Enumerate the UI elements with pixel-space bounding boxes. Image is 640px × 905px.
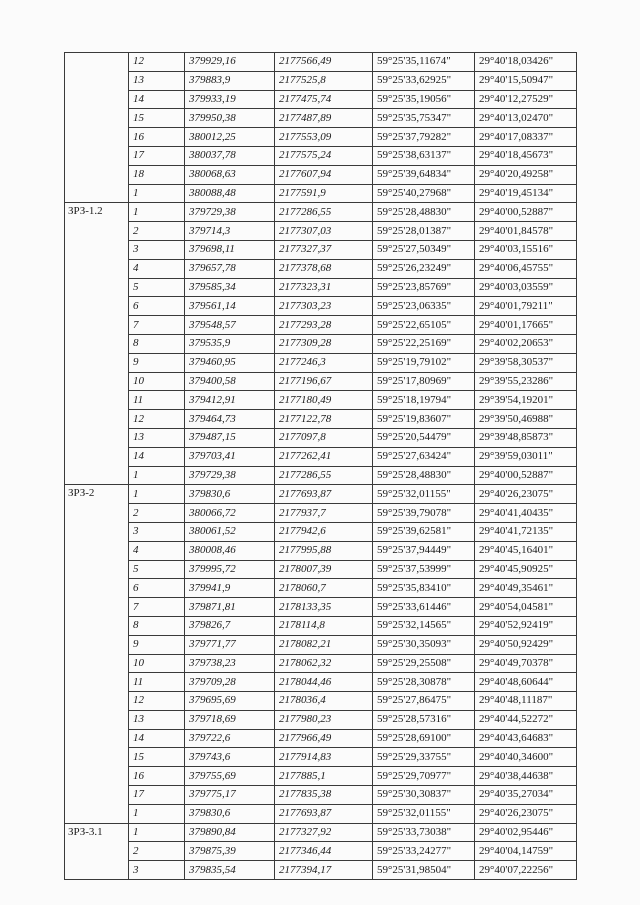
- y-coordinate-cell: 2177591,9: [275, 184, 373, 203]
- longitude-cell: 29°40'45,90925": [475, 560, 577, 579]
- table-row: [65, 222, 577, 241]
- point-number-cell: 2: [129, 222, 185, 241]
- point-number-cell: 3: [129, 522, 185, 541]
- point-number-cell: 15: [129, 748, 185, 767]
- longitude-cell: 29°40'50,92429": [475, 635, 577, 654]
- latitude-cell: 59°25'37,53999": [373, 560, 475, 579]
- table-row: [65, 71, 577, 90]
- table-row: [65, 804, 577, 823]
- point-number-cell: 17: [129, 786, 185, 805]
- longitude-cell: 29°40'03,03559": [475, 278, 577, 297]
- table-row: [65, 842, 577, 861]
- y-coordinate-cell: 2178114,8: [275, 616, 373, 635]
- x-coordinate-cell: 379703,41: [185, 447, 275, 466]
- latitude-cell: 59°25'35,83410": [373, 579, 475, 598]
- point-number-cell: 13: [129, 71, 185, 90]
- longitude-cell: 29°40'13,02470": [475, 109, 577, 128]
- y-coordinate-cell: 2177995,88: [275, 541, 373, 560]
- table-row: [65, 579, 577, 598]
- point-number-cell: 12: [129, 53, 185, 72]
- y-coordinate-cell: 2177487,89: [275, 109, 373, 128]
- point-number-cell: 1: [129, 466, 185, 485]
- y-coordinate-cell: 2177475,74: [275, 90, 373, 109]
- y-coordinate-cell: 2178036,4: [275, 692, 373, 711]
- y-coordinate-cell: 2177693,87: [275, 804, 373, 823]
- y-coordinate-cell: 2178060,7: [275, 579, 373, 598]
- table-row: [65, 184, 577, 203]
- longitude-cell: 29°39'59,03011": [475, 447, 577, 466]
- latitude-cell: 59°25'38,63137": [373, 146, 475, 165]
- latitude-cell: 59°25'28,48830": [373, 203, 475, 222]
- longitude-cell: 29°40'49,35461": [475, 579, 577, 598]
- x-coordinate-cell: 379950,38: [185, 109, 275, 128]
- zone-label-cell: [65, 53, 129, 203]
- latitude-cell: 59°25'40,27968": [373, 184, 475, 203]
- table-row: [65, 522, 577, 541]
- y-coordinate-cell: 2177966,49: [275, 729, 373, 748]
- zone-label-cell: ЗРЗ-1.2: [65, 203, 129, 485]
- longitude-cell: 29°40'00,52887": [475, 466, 577, 485]
- x-coordinate-cell: 379738,23: [185, 654, 275, 673]
- point-number-cell: 7: [129, 598, 185, 617]
- latitude-cell: 59°25'19,83607": [373, 410, 475, 429]
- longitude-cell: 29°40'43,64683": [475, 729, 577, 748]
- x-coordinate-cell: 379729,38: [185, 203, 275, 222]
- table-row: [65, 203, 577, 222]
- y-coordinate-cell: 2177607,94: [275, 165, 373, 184]
- y-coordinate-cell: 2178044,46: [275, 673, 373, 692]
- point-number-cell: 14: [129, 729, 185, 748]
- latitude-cell: 59°25'22,25169": [373, 334, 475, 353]
- y-coordinate-cell: 2177309,28: [275, 334, 373, 353]
- point-number-cell: 15: [129, 109, 185, 128]
- point-number-cell: 1: [129, 823, 185, 842]
- longitude-cell: 29°40'12,27529": [475, 90, 577, 109]
- x-coordinate-cell: 379871,81: [185, 598, 275, 617]
- longitude-cell: 29°40'38,44638": [475, 767, 577, 786]
- x-coordinate-cell: 379722,6: [185, 729, 275, 748]
- longitude-cell: 29°40'20,49258": [475, 165, 577, 184]
- longitude-cell: 29°40'02,95446": [475, 823, 577, 842]
- table-row: [65, 748, 577, 767]
- point-number-cell: 10: [129, 654, 185, 673]
- point-number-cell: 8: [129, 616, 185, 635]
- x-coordinate-cell: 379929,16: [185, 53, 275, 72]
- coordinates-table: [64, 52, 577, 880]
- point-number-cell: 13: [129, 710, 185, 729]
- longitude-cell: 29°40'44,52272": [475, 710, 577, 729]
- point-number-cell: 1: [129, 203, 185, 222]
- point-number-cell: 6: [129, 579, 185, 598]
- x-coordinate-cell: 379995,72: [185, 560, 275, 579]
- table-row: [65, 109, 577, 128]
- x-coordinate-cell: 379714,3: [185, 222, 275, 241]
- table-row: [65, 767, 577, 786]
- y-coordinate-cell: 2177323,31: [275, 278, 373, 297]
- longitude-cell: 29°40'01,17665": [475, 316, 577, 335]
- longitude-cell: 29°40'17,08337": [475, 128, 577, 147]
- longitude-cell: 29°40'03,15516": [475, 240, 577, 259]
- table-row: [65, 861, 577, 880]
- longitude-cell: 29°40'04,14759": [475, 842, 577, 861]
- y-coordinate-cell: 2177885,1: [275, 767, 373, 786]
- y-coordinate-cell: 2177262,41: [275, 447, 373, 466]
- longitude-cell: 29°40'02,20653": [475, 334, 577, 353]
- x-coordinate-cell: 379695,69: [185, 692, 275, 711]
- table-row: [65, 53, 577, 72]
- latitude-cell: 59°25'28,48830": [373, 466, 475, 485]
- coordinates-table-body: [65, 53, 577, 880]
- y-coordinate-cell: 2178082,21: [275, 635, 373, 654]
- longitude-cell: 29°40'18,03426": [475, 53, 577, 72]
- table-row: [65, 466, 577, 485]
- latitude-cell: 59°25'35,75347": [373, 109, 475, 128]
- table-row: [65, 710, 577, 729]
- latitude-cell: 59°25'22,65105": [373, 316, 475, 335]
- zone-label-cell: ЗРЗ-2: [65, 485, 129, 823]
- latitude-cell: 59°25'37,94449": [373, 541, 475, 560]
- y-coordinate-cell: 2177553,09: [275, 128, 373, 147]
- x-coordinate-cell: 379933,19: [185, 90, 275, 109]
- x-coordinate-cell: 380068,63: [185, 165, 275, 184]
- point-number-cell: 5: [129, 278, 185, 297]
- longitude-cell: 29°39'50,46988": [475, 410, 577, 429]
- latitude-cell: 59°25'17,80969": [373, 372, 475, 391]
- latitude-cell: 59°25'37,79282": [373, 128, 475, 147]
- table-row: [65, 165, 577, 184]
- latitude-cell: 59°25'28,69100": [373, 729, 475, 748]
- y-coordinate-cell: 2177307,03: [275, 222, 373, 241]
- point-number-cell: 2: [129, 504, 185, 523]
- table-row: [65, 353, 577, 372]
- y-coordinate-cell: 2177246,3: [275, 353, 373, 372]
- table-row: [65, 316, 577, 335]
- y-coordinate-cell: 2177196,67: [275, 372, 373, 391]
- latitude-cell: 59°25'27,86475": [373, 692, 475, 711]
- longitude-cell: 29°40'41,72135": [475, 522, 577, 541]
- latitude-cell: 59°25'39,79078": [373, 504, 475, 523]
- x-coordinate-cell: 379561,14: [185, 297, 275, 316]
- point-number-cell: 14: [129, 90, 185, 109]
- table-row: [65, 297, 577, 316]
- x-coordinate-cell: 379743,6: [185, 748, 275, 767]
- longitude-cell: 29°40'54,04581": [475, 598, 577, 617]
- x-coordinate-cell: 379698,11: [185, 240, 275, 259]
- longitude-cell: 29°40'18,45673": [475, 146, 577, 165]
- latitude-cell: 59°25'35,19056": [373, 90, 475, 109]
- point-number-cell: 2: [129, 842, 185, 861]
- point-number-cell: 9: [129, 353, 185, 372]
- point-number-cell: 9: [129, 635, 185, 654]
- y-coordinate-cell: 2177835,38: [275, 786, 373, 805]
- x-coordinate-cell: 379487,15: [185, 428, 275, 447]
- longitude-cell: 29°40'52,92419": [475, 616, 577, 635]
- latitude-cell: 59°25'39,64834": [373, 165, 475, 184]
- x-coordinate-cell: 379535,9: [185, 334, 275, 353]
- latitude-cell: 59°25'29,70977": [373, 767, 475, 786]
- latitude-cell: 59°25'30,35093": [373, 635, 475, 654]
- point-number-cell: 4: [129, 259, 185, 278]
- longitude-cell: 29°39'48,85873": [475, 428, 577, 447]
- point-number-cell: 10: [129, 372, 185, 391]
- table-row: [65, 598, 577, 617]
- latitude-cell: 59°25'23,06335": [373, 297, 475, 316]
- y-coordinate-cell: 2177286,55: [275, 203, 373, 222]
- y-coordinate-cell: 2177980,23: [275, 710, 373, 729]
- latitude-cell: 59°25'29,33755": [373, 748, 475, 767]
- table-row: [65, 504, 577, 523]
- table-row: [65, 428, 577, 447]
- point-number-cell: 7: [129, 316, 185, 335]
- longitude-cell: 29°40'48,60644": [475, 673, 577, 692]
- x-coordinate-cell: 380066,72: [185, 504, 275, 523]
- x-coordinate-cell: 379412,91: [185, 391, 275, 410]
- y-coordinate-cell: 2178062,32: [275, 654, 373, 673]
- latitude-cell: 59°25'33,61446": [373, 598, 475, 617]
- x-coordinate-cell: 380037,78: [185, 146, 275, 165]
- latitude-cell: 59°25'33,62925": [373, 71, 475, 90]
- y-coordinate-cell: 2177575,24: [275, 146, 373, 165]
- table-row: [65, 729, 577, 748]
- y-coordinate-cell: 2178133,35: [275, 598, 373, 617]
- longitude-cell: 29°39'58,30537": [475, 353, 577, 372]
- table-row: [65, 635, 577, 654]
- latitude-cell: 59°25'29,25508": [373, 654, 475, 673]
- point-number-cell: 1: [129, 485, 185, 504]
- table-row: [65, 560, 577, 579]
- longitude-cell: 29°40'40,34600": [475, 748, 577, 767]
- x-coordinate-cell: 379464,73: [185, 410, 275, 429]
- y-coordinate-cell: 2177937,7: [275, 504, 373, 523]
- latitude-cell: 59°25'19,79102": [373, 353, 475, 372]
- x-coordinate-cell: 379718,69: [185, 710, 275, 729]
- point-number-cell: 3: [129, 240, 185, 259]
- point-number-cell: 1: [129, 184, 185, 203]
- x-coordinate-cell: 380088,48: [185, 184, 275, 203]
- longitude-cell: 29°40'06,45755": [475, 259, 577, 278]
- point-number-cell: 12: [129, 410, 185, 429]
- x-coordinate-cell: 379941,9: [185, 579, 275, 598]
- x-coordinate-cell: 379400,58: [185, 372, 275, 391]
- x-coordinate-cell: 379875,39: [185, 842, 275, 861]
- point-number-cell: 11: [129, 673, 185, 692]
- x-coordinate-cell: 379775,17: [185, 786, 275, 805]
- point-number-cell: 18: [129, 165, 185, 184]
- table-row: [65, 485, 577, 504]
- point-number-cell: 8: [129, 334, 185, 353]
- latitude-cell: 59°25'27,50349": [373, 240, 475, 259]
- latitude-cell: 59°25'28,57316": [373, 710, 475, 729]
- x-coordinate-cell: 379830,6: [185, 804, 275, 823]
- x-coordinate-cell: 379585,34: [185, 278, 275, 297]
- point-number-cell: 16: [129, 128, 185, 147]
- longitude-cell: 29°39'54,19201": [475, 391, 577, 410]
- longitude-cell: 29°40'15,50947": [475, 71, 577, 90]
- x-coordinate-cell: 379890,84: [185, 823, 275, 842]
- latitude-cell: 59°25'32,14565": [373, 616, 475, 635]
- table-row: [65, 541, 577, 560]
- y-coordinate-cell: 2177327,92: [275, 823, 373, 842]
- x-coordinate-cell: 379830,6: [185, 485, 275, 504]
- x-coordinate-cell: 380008,46: [185, 541, 275, 560]
- longitude-cell: 29°40'48,11187": [475, 692, 577, 711]
- y-coordinate-cell: 2177303,23: [275, 297, 373, 316]
- table-row: [65, 823, 577, 842]
- longitude-cell: 29°40'41,40435": [475, 504, 577, 523]
- table-row: [65, 410, 577, 429]
- table-row: [65, 259, 577, 278]
- point-number-cell: 11: [129, 391, 185, 410]
- longitude-cell: 29°40'19,45134": [475, 184, 577, 203]
- y-coordinate-cell: 2177327,37: [275, 240, 373, 259]
- x-coordinate-cell: 380012,25: [185, 128, 275, 147]
- point-number-cell: 12: [129, 692, 185, 711]
- latitude-cell: 59°25'32,01155": [373, 485, 475, 504]
- longitude-cell: 29°40'35,27034": [475, 786, 577, 805]
- table-row: [65, 128, 577, 147]
- point-number-cell: 13: [129, 428, 185, 447]
- latitude-cell: 59°25'28,01387": [373, 222, 475, 241]
- latitude-cell: 59°25'33,73038": [373, 823, 475, 842]
- table-row: [65, 240, 577, 259]
- latitude-cell: 59°25'18,19794": [373, 391, 475, 410]
- table-row: [65, 786, 577, 805]
- x-coordinate-cell: 379548,57: [185, 316, 275, 335]
- x-coordinate-cell: 379771,77: [185, 635, 275, 654]
- x-coordinate-cell: 379657,78: [185, 259, 275, 278]
- point-number-cell: 17: [129, 146, 185, 165]
- y-coordinate-cell: 2177286,55: [275, 466, 373, 485]
- latitude-cell: 59°25'28,30878": [373, 673, 475, 692]
- latitude-cell: 59°25'26,23249": [373, 259, 475, 278]
- latitude-cell: 59°25'23,85769": [373, 278, 475, 297]
- latitude-cell: 59°25'35,11674": [373, 53, 475, 72]
- y-coordinate-cell: 2177942,6: [275, 522, 373, 541]
- x-coordinate-cell: 379460,95: [185, 353, 275, 372]
- y-coordinate-cell: 2177693,87: [275, 485, 373, 504]
- longitude-cell: 29°40'07,22256": [475, 861, 577, 880]
- longitude-cell: 29°40'49,70378": [475, 654, 577, 673]
- y-coordinate-cell: 2177293,28: [275, 316, 373, 335]
- y-coordinate-cell: 2177914,83: [275, 748, 373, 767]
- y-coordinate-cell: 2177525,8: [275, 71, 373, 90]
- latitude-cell: 59°25'31,98504": [373, 861, 475, 880]
- latitude-cell: 59°25'20,54479": [373, 428, 475, 447]
- x-coordinate-cell: 379755,69: [185, 767, 275, 786]
- table-row: [65, 372, 577, 391]
- point-number-cell: 3: [129, 861, 185, 880]
- y-coordinate-cell: 2178007,39: [275, 560, 373, 579]
- y-coordinate-cell: 2177180,49: [275, 391, 373, 410]
- table-row: [65, 654, 577, 673]
- longitude-cell: 29°40'26,23075": [475, 485, 577, 504]
- y-coordinate-cell: 2177566,49: [275, 53, 373, 72]
- latitude-cell: 59°25'32,01155": [373, 804, 475, 823]
- y-coordinate-cell: 2177122,78: [275, 410, 373, 429]
- x-coordinate-cell: 379883,9: [185, 71, 275, 90]
- point-number-cell: 6: [129, 297, 185, 316]
- latitude-cell: 59°25'39,62581": [373, 522, 475, 541]
- y-coordinate-cell: 2177394,17: [275, 861, 373, 880]
- longitude-cell: 29°40'26,23075": [475, 804, 577, 823]
- zone-label-cell: ЗРЗ-3.1: [65, 823, 129, 879]
- table-row: [65, 616, 577, 635]
- table-row: [65, 146, 577, 165]
- table-row: [65, 391, 577, 410]
- x-coordinate-cell: 379826,7: [185, 616, 275, 635]
- longitude-cell: 29°40'01,84578": [475, 222, 577, 241]
- y-coordinate-cell: 2177378,68: [275, 259, 373, 278]
- point-number-cell: 16: [129, 767, 185, 786]
- longitude-cell: 29°40'00,52887": [475, 203, 577, 222]
- table-row: [65, 90, 577, 109]
- point-number-cell: 5: [129, 560, 185, 579]
- table-row: [65, 673, 577, 692]
- latitude-cell: 59°25'33,24277": [373, 842, 475, 861]
- table-row: [65, 692, 577, 711]
- longitude-cell: 29°40'45,16401": [475, 541, 577, 560]
- x-coordinate-cell: 379709,28: [185, 673, 275, 692]
- latitude-cell: 59°25'30,30837": [373, 786, 475, 805]
- point-number-cell: 14: [129, 447, 185, 466]
- latitude-cell: 59°25'27,63424": [373, 447, 475, 466]
- longitude-cell: 29°39'55,23286": [475, 372, 577, 391]
- x-coordinate-cell: 380061,52: [185, 522, 275, 541]
- table-row: [65, 278, 577, 297]
- x-coordinate-cell: 379835,54: [185, 861, 275, 880]
- point-number-cell: 4: [129, 541, 185, 560]
- y-coordinate-cell: 2177097,8: [275, 428, 373, 447]
- x-coordinate-cell: 379729,38: [185, 466, 275, 485]
- table-row: [65, 334, 577, 353]
- y-coordinate-cell: 2177346,44: [275, 842, 373, 861]
- table-row: [65, 447, 577, 466]
- longitude-cell: 29°40'01,79211": [475, 297, 577, 316]
- point-number-cell: 1: [129, 804, 185, 823]
